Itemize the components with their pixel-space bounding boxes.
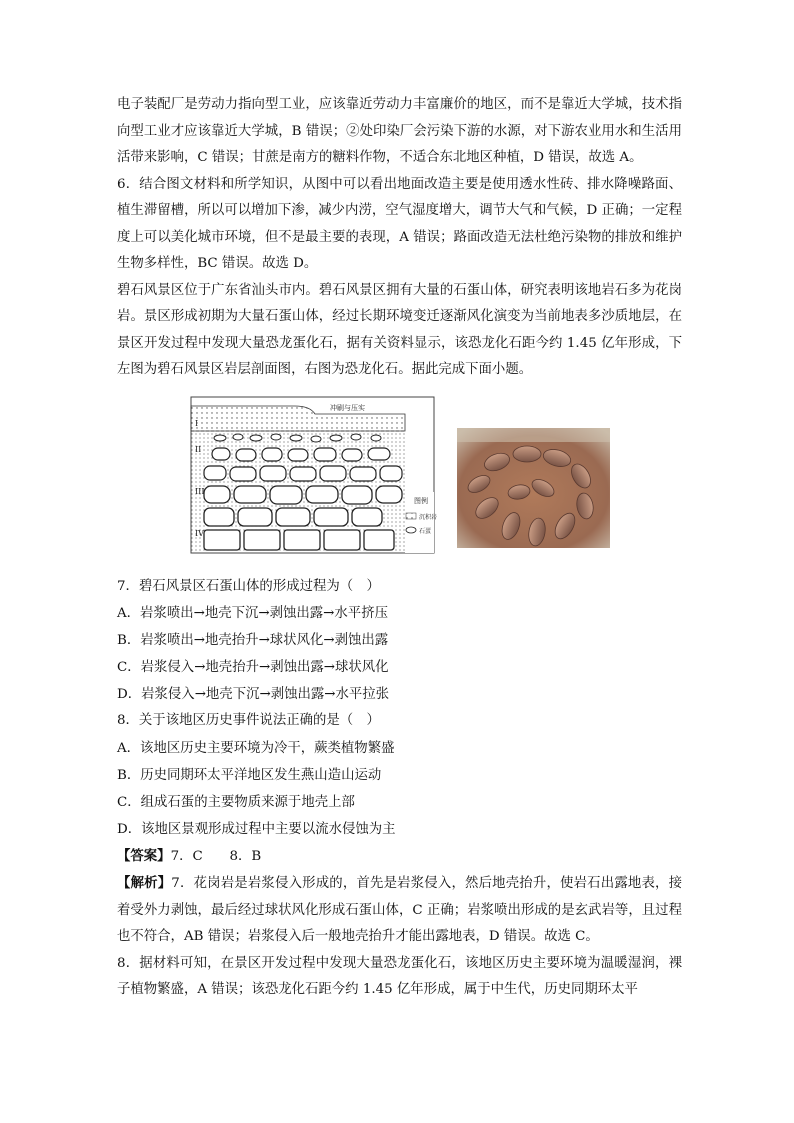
paragraph-answer-5: 电子装配厂是劳动力指向型工业，应该靠近劳动力丰富廉价的地区，而不是靠近大学城，技术指向型工业才应该靠近大学城，B 错误；②处印染厂会污染下游的水源，对下游农业用水和生活用活带来影响，C 错误；甘蔗是南方的糖料作物，不适合东北地区种植，D 错误，故选 A。: [117, 97, 682, 165]
legend-stone-swatch: [406, 527, 416, 533]
legend-sediment-label: 沉积岩: [419, 513, 438, 521]
legend-title: 图例: [414, 496, 428, 505]
profile-top-label: 冲刷与压实: [330, 403, 365, 412]
rock-profile-figure: [190, 396, 438, 554]
q7-option-a: A．岩浆喷出→地壳下沉→剥蚀出露→水平挤压: [117, 606, 388, 621]
q7-option-d: D．岩浆侵入→地壳下沉→剥蚀出露→水平拉张: [117, 687, 390, 702]
figures: [117, 388, 682, 568]
paragraph-answer-6: 6．结合图文材料和所学知识，从图中可以看出地面改造主要是使用透水性砖、排水降噪路面、植生滞留槽，所以可以增加下渗，减少内涝，空气湿度增大，调节大气和气候，D 正确；一定程度上可以美化城市环境，但不是最主要的表现，A 错误；路面改造无法杜绝污染物的排放和维护生物多样性，BC 错误。故选 D。: [117, 176, 682, 271]
q8-option-d: D．该地区景观形成过程中主要以流水侵蚀为主: [117, 821, 396, 837]
analysis-tag: 【解析】: [117, 875, 172, 891]
q7-option-c: C．岩浆侵入→地壳抬升→剥蚀出露→球状风化: [117, 660, 389, 675]
layer-label: II: [195, 444, 202, 454]
q8-option-c: C．组成石蛋的主要物质来源于地壳上部: [117, 794, 355, 810]
q7-option-b: B．岩浆喷出→地壳抬升→球状风化→剥蚀出露: [117, 633, 389, 648]
answer-text: 7．C 8．B: [170, 848, 262, 864]
document-page: [117, 92, 682, 1004]
answer-tag: 【答案】: [117, 847, 171, 864]
layer-label: I: [195, 418, 199, 428]
paragraph-material: 碧石风景区位于广东省汕头市内。碧石风景区拥有大量的石蛋山体，研究表明该地岩石多为花岗岩。景区形成初期为大量石蛋山体，经过长期环境变迁逐渐风化演变为当前地表多沙质地层，在景区开发过程中发现大量恐龙蛋化石，据有关资料显示，该恐龙化石距今约 1.45 亿年形成，下左图为碧石风景区岩层剖面图，右图为恐龙化石。据此完成下面小题。: [117, 282, 682, 377]
legend-stone-label: 石蛋: [419, 527, 432, 535]
q8-option-a: A．该地区历史主要环境为冷干，蕨类植物繁盛: [117, 740, 395, 756]
analysis-7: [117, 870, 682, 951]
dinosaur-egg-fossil-photo: [457, 428, 610, 548]
question-7: 7．碧石风景区石蛋山体的形成过程为（ ）: [117, 578, 380, 594]
analysis-text: 7．花岗岩是岩浆侵入形成的，首先是岩浆侵入，然后地壳抬升，使岩石出露地表，接着受外力剥蚀，最后经过球状风化形成石蛋山体，C 正确；岩浆喷出形成的是玄武岩等，且过程也不符合，AB 错误；岩浆侵入后一般地壳抬升才能出露地表，D 错误。故选 C。: [117, 876, 682, 944]
analysis-8: 8．据材料可知，在景区开发过程中发现大量恐龙蛋化石，该地区历史主要环境为温暖湿润，裸子植物繁盛，A 错误；该恐龙化石距今约 1.45 亿年形成，属于中生代，历史同期环太平: [117, 955, 682, 997]
layer-label: IV: [195, 528, 204, 538]
legend-sediment-swatch: [406, 513, 416, 519]
answer-line: [117, 843, 682, 871]
question-8: 8．关于该地区历史事件说法正确的是（ ）: [117, 713, 380, 728]
q8-option-b: B．历史同期环太平洋地区发生燕山造山运动: [117, 767, 382, 783]
layer-label: III: [195, 486, 205, 496]
